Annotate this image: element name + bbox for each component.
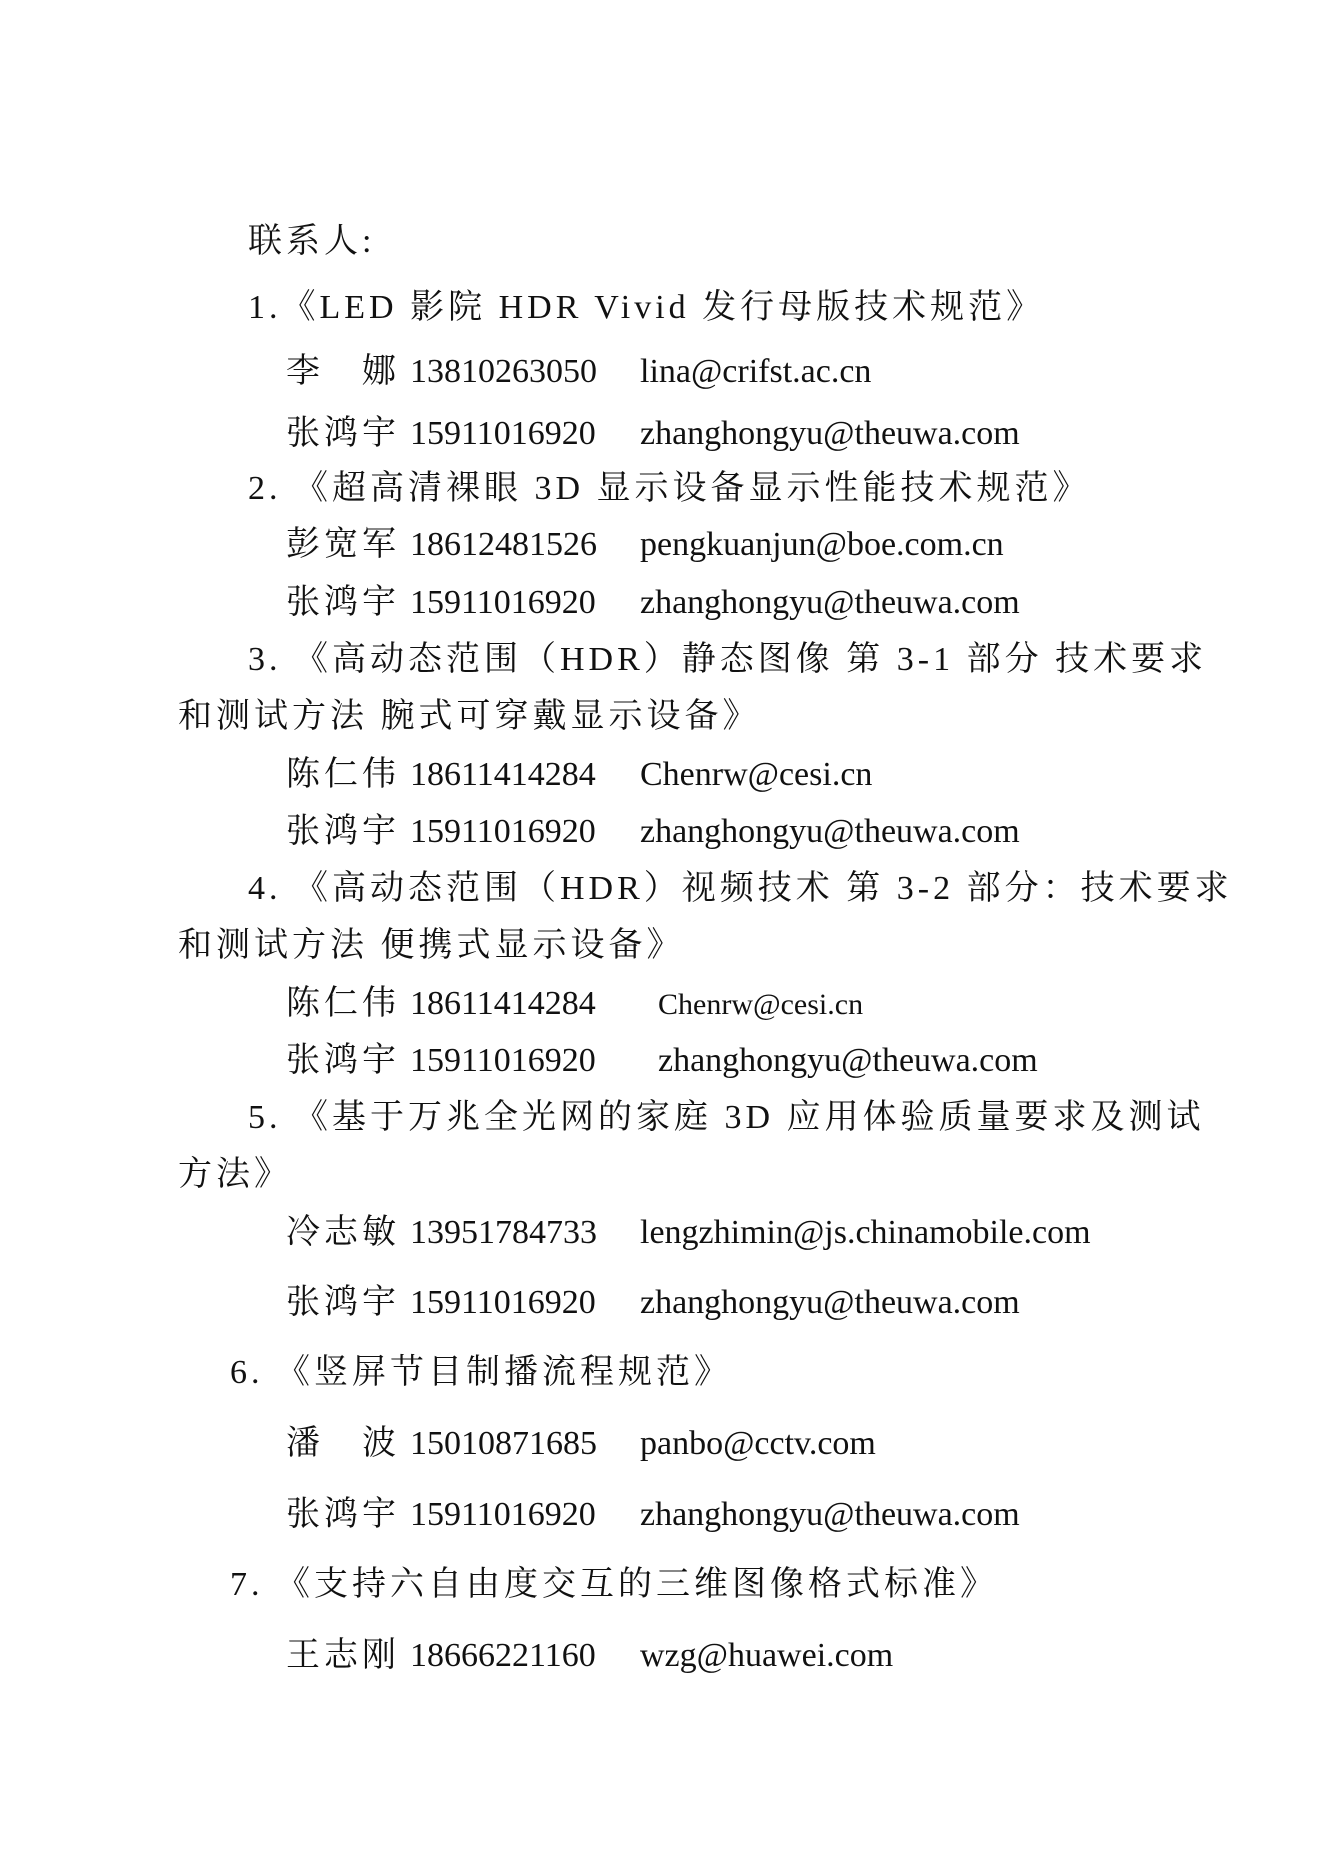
contact-email: zhanghongyu@theuwa.com: [640, 584, 1020, 621]
contact-name: 彭宽军: [286, 526, 400, 563]
contact-row: [286, 583, 1020, 623]
contact-phone: 15911016920: [410, 813, 596, 850]
contact-name: 张鸿宇: [286, 1496, 400, 1533]
contact-row: [286, 755, 872, 795]
item-5-title: 5. 《基于万兆全光网的家庭 3D 应用体验质量要求及测试: [248, 1099, 1205, 1136]
contact-email: panbo@cctv.com: [640, 1425, 876, 1462]
contact-email: zhanghongyu@theuwa.com: [658, 1042, 1038, 1079]
contact-row: [286, 812, 1020, 852]
contact-row: [286, 984, 863, 1025]
contact-phone: 18611414284: [410, 985, 596, 1022]
contact-row: [286, 1283, 1020, 1323]
contact-email: Chenrw@cesi.cn: [640, 756, 873, 793]
item-3-title: 3. 《高动态范围（HDR）静态图像 第 3-1 部分 技术要求: [248, 641, 1208, 678]
item-4-title: 4. 《高动态范围（HDR）视频技术 第 3-2 部分：技术要求: [248, 870, 1233, 907]
contact-name: 张鸿宇: [286, 1042, 400, 1079]
contact-name: 潘 波: [286, 1425, 400, 1462]
contact-phone: 15911016920: [410, 415, 596, 452]
contact-name: 陈仁伟: [286, 756, 400, 793]
item-1-title: 1.《LED 影院 HDR Vivid 发行母版技术规范》: [248, 289, 1045, 326]
contact-phone: 18612481526: [410, 526, 597, 563]
item-2-title: 2. 《超高清裸眼 3D 显示设备显示性能技术规范》: [248, 470, 1091, 507]
contact-row: [286, 352, 871, 392]
contact-row: [286, 1636, 893, 1676]
item-7-title: 7. 《支持六自由度交互的三维图像格式标准》: [230, 1566, 998, 1603]
contact-phone: 13951784733: [410, 1214, 597, 1251]
item-6-title: 6. 《竖屏节目制播流程规范》: [230, 1354, 732, 1391]
contact-email: zhanghongyu@theuwa.com: [640, 813, 1020, 850]
contact-email: pengkuanjun@boe.com.cn: [640, 526, 1004, 563]
contact-email: zhanghongyu@theuwa.com: [640, 1496, 1020, 1533]
contact-name: 张鸿宇: [286, 1284, 400, 1321]
contact-name: 王志刚: [286, 1637, 400, 1674]
contact-row: [286, 1495, 1020, 1535]
item-4-title-cont: 和测试方法 便携式显示设备》: [178, 927, 685, 964]
contact-phone: 15911016920: [410, 1496, 596, 1533]
contact-phone: 15911016920: [410, 584, 596, 621]
contact-row: [286, 414, 1020, 454]
contact-phone: 15911016920: [410, 1042, 596, 1079]
contact-name: 张鸿宇: [286, 813, 400, 850]
contact-row: [286, 525, 1004, 565]
contact-phone: 18611414284: [410, 756, 596, 793]
contact-email: wzg@huawei.com: [640, 1637, 894, 1674]
contact-name: 冷志敏: [286, 1214, 400, 1251]
contact-name: 李 娜: [286, 353, 400, 390]
contact-name: 张鸿宇: [286, 415, 400, 452]
contact-name: 张鸿宇: [286, 584, 400, 621]
contact-row: [286, 1213, 1091, 1253]
contact-email: lengzhimin@js.chinamobile.com: [640, 1214, 1091, 1251]
contact-email: lina@crifst.ac.cn: [640, 353, 872, 390]
contact-name: 陈仁伟: [286, 985, 400, 1022]
contact-phone: 13810263050: [410, 353, 597, 390]
contact-email: zhanghongyu@theuwa.com: [640, 415, 1020, 452]
item-3-title-cont: 和测试方法 腕式可穿戴显示设备》: [178, 698, 761, 735]
contact-row: [286, 1424, 876, 1464]
contact-row: [286, 1041, 1038, 1081]
contact-email: zhanghongyu@theuwa.com: [640, 1284, 1020, 1321]
contact-header: 联系人:: [248, 223, 376, 260]
contact-phone: 18666221160: [410, 1637, 596, 1674]
contact-phone: 15911016920: [410, 1284, 596, 1321]
item-5-title-cont: 方法》: [178, 1156, 292, 1193]
contact-phone: 15010871685: [410, 1425, 597, 1462]
contact-email: Chenrw@cesi.cn: [658, 988, 864, 1021]
